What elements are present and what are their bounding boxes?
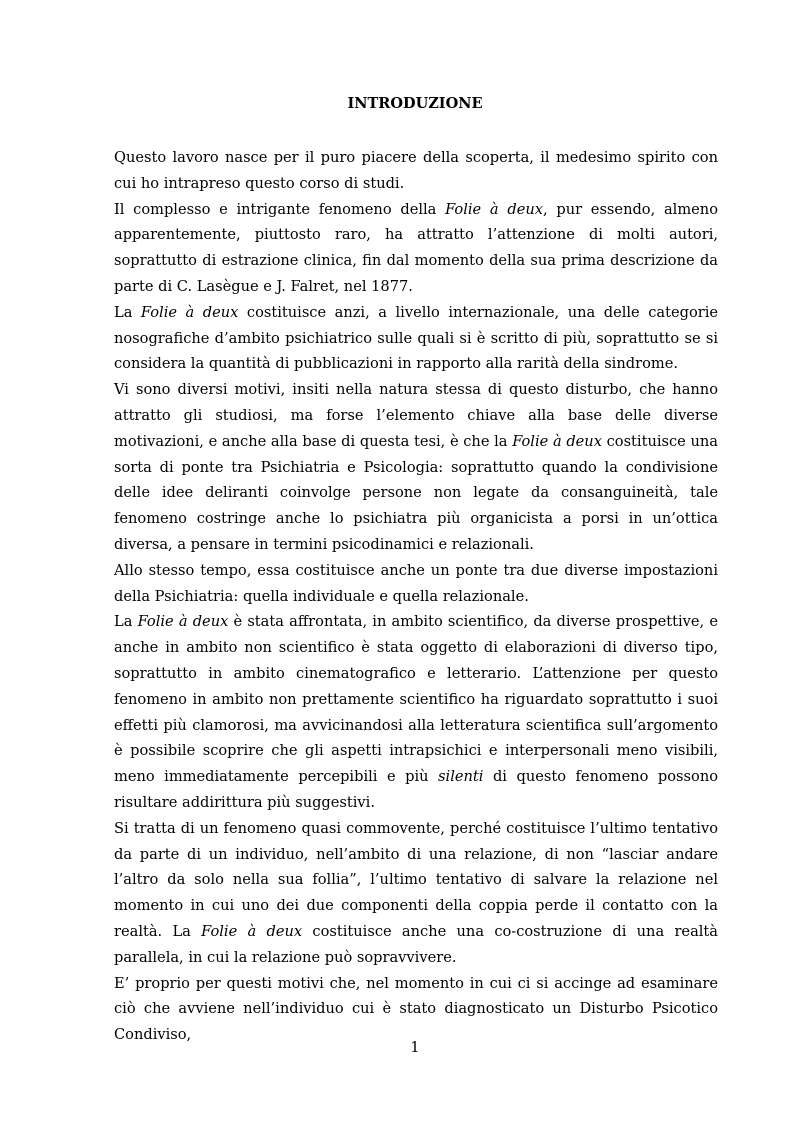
italic-term: Folie à deux [201, 922, 303, 940]
paragraph [114, 377, 718, 558]
italic-term: silenti [438, 768, 484, 786]
paragraph [114, 145, 718, 197]
page-title: INTRODUZIONE [347, 95, 483, 112]
text-segment: E’ proprio per questi motivi che, nel momento in cui ci si accinge ad esaminare ciò che avviene nell’individuo cui è stato diagnosticato un Disturbo Psicotico Condiviso, [114, 974, 718, 1044]
page-number: 1 [410, 1040, 420, 1056]
text-segment: Si tratta di un fenomeno quasi commovente, perché costituisce l’ultimo tentativo da parte di un individuo, nell’ambito di una relazione, di non “lasciar andare l’altro da solo nella sua follia”, l’ultimo tentativo di salvare la relazione nel momento in cui uno dei due componenti della coppia perde il contatto con la realtà. La [114, 819, 718, 940]
paragraph [114, 971, 718, 1048]
text-segment: , pur essendo, almeno apparentemente, piuttosto raro, ha attratto l’attenzione di molti autori, soprattutto di estrazione clinica, fin dal momento della sua prima descrizione da parte di C. Lasègue e J. Falret, nel 1877. [114, 200, 718, 295]
paragraph [114, 197, 718, 300]
text-segment: costituisce anzi, a livello internazionale, una delle categorie nosografiche d’ambito psichiatrico sulle quali si è scritto di più, soprattutto se si considera la quantità di pubblicazioni in rapporto alla rarità della sindrome. [114, 303, 719, 373]
italic-term: Folie à deux [512, 432, 602, 450]
text-segment: Allo stesso tempo, essa costituisce anche un ponte tra due diverse impostazioni della Psichiatria: quella individuale e quella relazionale. [114, 561, 718, 605]
italic-term: Folie à deux [445, 200, 543, 218]
paragraph [114, 609, 718, 815]
body-text [114, 145, 718, 1048]
text-segment: Vi sono diversi motivi, insiti nella natura stessa di questo disturbo, che hanno attratto gli studiosi, ma forse l’elemento chiave alla base delle diverse motivazioni, e anche alla base di questa tesi, è che la [114, 381, 718, 450]
paragraph [114, 300, 718, 377]
text-segment: di questo fenomeno possono risultare addirittura più suggestivi. [114, 768, 719, 811]
paragraph [114, 558, 718, 610]
text-segment: è stata affrontata, in ambito scientifico, da diverse prospettive, e anche in ambito non scientifico è stata oggetto di elaborazioni di diverso tipo, soprattutto in ambito cinematografico e letterario. L’attenzione per questo fenomeno in ambito non prettamente scientifico ha riguardato soprattutto i suoi effetti più clamorosi, ma avvicinandosi alla letteratura scientifica sull’argomento è possibile scoprire che gli aspetti intrapsichici e interpersonali meno visibili, meno immediatamente percepibili e più [114, 613, 719, 786]
text-segment: costituisce anche una co-costruzione di una realtà parallela, in cui la relazione può sopravvivere. [114, 922, 718, 966]
text-segment: costituisce una sorta di ponte tra Psichiatria e Psicologia: soprattutto quando la condivisione delle idee deliranti coinvolge persone non legate da consanguineità, tale fenomeno costringe anche lo psichiatra più organicista a porsi in un’ottica diversa, a pensare in termini psicodinamici e relazionali. [114, 432, 718, 553]
italic-term: Folie à deux [137, 613, 229, 631]
text-segment: La [114, 613, 138, 631]
paragraph [114, 816, 718, 971]
italic-term: Folie à deux [140, 303, 239, 321]
text-segment: Il complesso e intrigante fenomeno della [114, 200, 446, 218]
text-segment: Questo lavoro nasce per il puro piacere della scoperta, il medesimo spirito con cui ho intrapreso questo corso di studi. [114, 149, 718, 192]
text-segment: La [114, 303, 141, 321]
